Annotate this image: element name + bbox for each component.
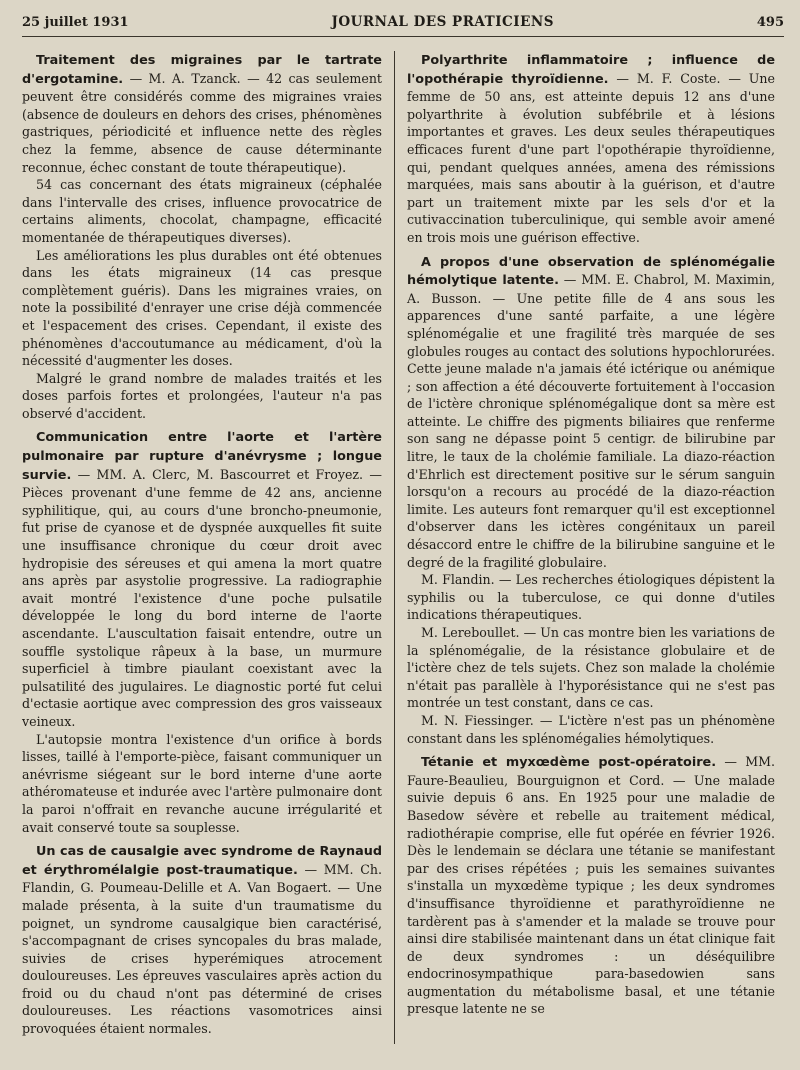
article-title: Communication entre l'aorte et l'artère pulmonaire par rupture d'anévrysme ; longue survie. [22,430,382,483]
article-paragraph [407,571,775,624]
paragraph-text: Malgré le grand nombre de malades traités et les doses parfois fortes et prolongées, l'auteur n'a pas observé d'accident. [22,370,382,421]
article [22,842,382,1038]
article-paragraph [407,253,775,572]
right-column [394,51,775,1044]
article-authors: — M. F. Coste. — [616,70,741,86]
article [22,51,382,422]
article-paragraph [407,51,775,247]
article-paragraph [22,731,382,837]
article [407,253,775,748]
article-title: Tétanie et myxœdème post-opératoire. [421,755,717,771]
header-date: 25 juillet 1931 [22,15,129,30]
article-paragraph [22,842,382,1038]
article-paragraph [407,624,775,712]
paragraph-text: Pièces provenant d'une femme de 42 ans, ancienne syphilitique, qui, au cours d'une broncho-pneumonie, fut prise de cyanose et de dyspnée auxquelles fit suite une insuffisance chronique du cœur droit avec hydropisie des séreuses et qui amena la mort quatre ans après par asystolie progressive. La radiographie avait montré l'existence d'une poche pulsatile développée le long du bord interne de l'aorte ascendante. L'auscultation faisait entendre, outre un souffle systolique râpeux à la base, un murmure superficiel à timbre piaulant coexistant avec la pulsatilité des jugulaires. Le diagnostic porté fut celui d'ectasie aortique avec compression des gros vaisseaux veineux. [22,485,382,729]
paragraph-text: Une femme de 50 ans, est atteinte depuis 12 ans d'une polyarthrite à évolution subfébrile et à lésions importantes et graves. Les deux seules thérapeutiques efficaces furent d'une part l'opothérapie thyroïdienne, qui, pendant quelques années, amena des rémissions marquées, mais sans aboutir à la guérison, et d'autre part un traitement mixte par les sels d'or et la cutivaccination tuberculinique, qui semble avoir amené en trois mois une guérison effective. [407,70,775,245]
article-title: Traitement des migraines par le tartrate d'ergotamine. [22,53,382,87]
paragraph-text: Les améliorations les plus durables ont été obtenues dans les états migraineux (14 cas presque complètement guéris). Dans les migraines vraies, on note la possibilité d'enrayer une crise déjà commencée et l'espacement des crises. Cependant, il existe des phénomènes d'accoutumance au médicament, d'où la nécessité d'augmenter les doses. [22,247,382,369]
article-authors: — MM. Faure-Beaulieu, Bourguignon et Cord. — [407,754,775,788]
article-paragraph [22,428,382,730]
paragraph-text: Une malade suivie depuis 6 ans. En 1925 pour une maladie de Basedow sévère et rebelle au traitement médical, radiothérapie comprise, elle fut opérée en février 1926. Dès le lendemain se déclara une tétanie se manifestant par des crises répétées ; puis les semaines suivantes s'installa un myxœdème typique ; les deux syndromes d'insuffisance thyroïdienne et parathyroïdienne ne tardèrent pas à s'amender et la malade se trouve pour ainsi dire stabilisée maintenant dans un état clinique fait de deux syndromes : un déséquilibre endocrinosympathique para-basedowien sans augmentation du métabolisme basal, et une tétanie presque latente ne se [407,772,775,1017]
paragraph-text: M. N. Fiessinger. — L'ictère n'est pas un phénomène constant dans les splénomégalies hémolytiques. [407,712,775,746]
article-title: A propos d'une observation de splénomégalie hémolytique latente. [407,254,775,289]
article-authors: — MM. Ch. Flandin, G. Poumeau-Delille et A. Van Bogaert. — [22,861,382,896]
article-authors: — MM. E. Chabrol, M. Maximin, A. Busson. — [407,272,775,306]
paragraph-text: M. Lereboullet. — Un cas montre bien les variations de la splénomégalie, de la résistance globulaire et de l'ictère chez de tels sujets. Chez son malade la cholémie n'était pas parallèle à l'hyporésistance qui ne s'est pas montrée un test constant, dans ce cas. [407,625,775,711]
article-paragraph [22,370,382,423]
journal-title: JOURNAL DES PRATICIENS [331,14,554,30]
paragraph-text: Une malade présenta, à la suite d'un traumatisme du poignet, un syndrome causalgique bien caractérisé, s'accompagnant de crises syncopales du bras malade, suivies de crises hyperémiques atrocement douloureuses. Les épreuves vasculaires après action du froid ou du chaud n'ont pas déterminé de crises douloureuses. Les réactions vasomotrices ainsi provoquées étaient normales. [22,880,382,1037]
article-paragraph [22,176,382,246]
article-title: Un cas de causalgie avec syndrome de Raynaud et érythromélalgie post-traumatique. [22,844,382,878]
page-header [22,14,784,37]
article-title: Polyarthrite inflammatoire ; influence de l'opothérapie thyroïdienne. [407,53,775,87]
left-column [22,51,394,1044]
article-paragraph [407,712,775,747]
article-paragraph [22,51,382,176]
article-paragraph [407,753,775,1018]
article [22,428,382,836]
article-authors: — MM. A. Clerc, M. Bascourret et Froyez. — [77,466,382,482]
article [407,753,775,1018]
paragraph-text: 54 cas concernant des états migraineux (céphalée dans l'intervalle des crises, influence provocatrice de certains aliments, chocolat, champagne, efficacité momentanée de thérapeutiques diverses). [22,177,382,245]
article [407,51,775,247]
paragraph-text: M. Flandin. — Les recherches étiologiques dépistent la syphilis ou la tuberculose, ce qui donne d'utiles indications thérapeutiques. [407,572,775,623]
article-authors: — M. A. Tzanck. — [129,70,260,86]
article-paragraph [22,247,382,370]
paragraph-text: Une petite fille de 4 ans sous les apparences d'une santé parfaite, a une légère splénomégalie et une fragilité très marquée de ses globules rouges au contact des solutions hypochlorurées. Cette jeune malade n'a jamais été ictérique ou anémique ; son affection a été découverte fortuitement à l'occasion de l'ictère chronique splénomégalique dont sa mère est atteinte. Le chiffre des pigments biliaires que renferme son sang ne dépasse point 5 centigr. de bilirubine par litre, le taux de la cholémie familiale. La diazo-réaction d'Ehrlich est directement positive sur le sérum sanguin lorsqu'on a recours au procédé de la diazo-réaction limite. Les auteurs font remarquer qu'il est exceptionnel d'observer dans les ictères congénitaux un pareil désaccord entre le chiffre de la bilirubine sanguine et le degré de la fragilité globulaire. [407,290,775,570]
page-number: 495 [756,15,784,30]
paragraph-text: L'autopsie montra l'existence d'un orifice à bords lisses, taillé à l'emporte-pièce, faisant communiquer un anévrisme siégeant sur le bord interne d'une aorte athéromateuse et indurée avec l'artère pulmonaire dont la paroi n'offrait en revanche aucune irrégularité et avait conservé toute sa souplesse. [22,731,382,835]
paragraph-text: 42 cas seulement peuvent être considérés comme des migraines vraies (absence de douleurs en dehors des crises, phénomènes gastriques, périodicité et influence nette des règles chez la femme, absence de cause déterminante reconnue, échec constant de toute thérapeutique). [22,70,382,175]
